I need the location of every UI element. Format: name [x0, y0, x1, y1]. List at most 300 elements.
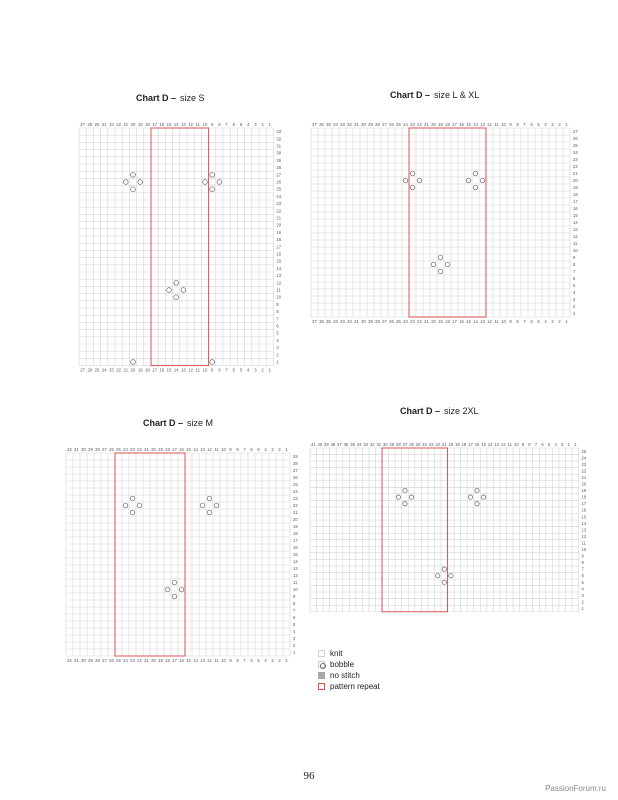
row-number: 27 [573, 129, 578, 134]
chart-size-label: size L & XL [434, 90, 480, 100]
column-number: 6 [232, 122, 235, 127]
column-number: 6 [250, 658, 253, 663]
column-number: 17 [452, 122, 457, 127]
column-number: 10 [501, 122, 506, 127]
row-number: 6 [293, 615, 296, 620]
grid-lines [310, 448, 579, 612]
column-number: 22 [137, 658, 142, 663]
knitting-chart-l-xl [307, 118, 579, 330]
column-number: 33 [340, 122, 345, 127]
column-number: 26 [389, 319, 394, 324]
column-number: 11 [195, 122, 200, 127]
row-number: 15 [581, 514, 587, 520]
column-number: 23 [109, 122, 114, 127]
column-number: 3 [551, 122, 554, 127]
column-number: 28 [375, 122, 380, 127]
column-number: 31 [354, 319, 359, 324]
row-number: 25 [276, 186, 282, 192]
row-number: 14 [581, 520, 587, 526]
column-number: 3 [254, 122, 257, 127]
column-number: 41 [310, 442, 316, 447]
legend-item-knit [318, 648, 380, 659]
column-number: 29 [88, 658, 93, 663]
row-number: 11 [293, 580, 298, 585]
row-number: 13 [276, 273, 282, 279]
bobble-mark [181, 288, 186, 293]
row-number: 1 [573, 311, 576, 316]
row-number: 19 [293, 524, 298, 529]
column-number: 11 [494, 319, 499, 324]
row-number: 21 [293, 510, 298, 515]
column-number: 1 [565, 122, 568, 127]
column-number: 11 [494, 122, 499, 127]
row-number: 13 [581, 527, 587, 533]
column-number: 23 [410, 122, 415, 127]
column-number: 9 [211, 367, 214, 373]
column-number: 34 [356, 442, 362, 447]
bobble-mark [217, 180, 222, 185]
row-number: 4 [276, 337, 279, 343]
column-number: 27 [382, 319, 387, 324]
row-numbers [573, 129, 578, 316]
column-number: 26 [109, 658, 114, 663]
column-number: 30 [382, 442, 388, 447]
column-number: 19 [158, 658, 163, 663]
row-number: 14 [573, 220, 578, 225]
row-number: 23 [276, 201, 282, 207]
row-number: 1 [276, 359, 279, 365]
knit-swatch-icon [318, 650, 325, 657]
column-number: 14 [473, 122, 478, 127]
row-number: 2 [573, 304, 576, 309]
row-number: 9 [293, 594, 296, 599]
column-number: 30 [361, 319, 366, 324]
column-number: 4 [264, 658, 267, 663]
column-number: 32 [67, 447, 72, 452]
row-number: 8 [276, 309, 279, 315]
column-number: 8 [218, 367, 221, 373]
chart-legend [318, 648, 380, 692]
column-number: 27 [382, 122, 387, 127]
column-number: 8 [516, 122, 519, 127]
column-number: 35 [326, 319, 331, 324]
column-number: 18 [165, 447, 170, 452]
row-number: 18 [293, 531, 298, 536]
row-number: 19 [573, 185, 578, 190]
column-numbers [80, 122, 271, 373]
column-number: 28 [95, 447, 100, 452]
column-number: 9 [229, 658, 232, 663]
grid-lines [66, 453, 290, 656]
row-number: 19 [581, 488, 587, 494]
bobble-mark [410, 171, 415, 176]
row-numbers [582, 449, 587, 611]
column-number: 5 [257, 658, 260, 663]
column-number: 34 [333, 319, 338, 324]
column-number: 23 [410, 319, 415, 324]
row-number: 23 [293, 496, 298, 501]
bobble-mark [214, 503, 219, 508]
bobble-mark [131, 360, 136, 365]
row-number: 16 [573, 206, 578, 211]
column-number: 11 [507, 442, 512, 447]
column-number: 31 [376, 442, 382, 447]
knitting-chart-s [75, 118, 287, 372]
bobble-mark [130, 496, 135, 501]
row-number: 24 [573, 150, 578, 155]
column-number: 36 [319, 122, 324, 127]
bobble-mark [431, 262, 436, 267]
chart-title-s [136, 93, 205, 103]
row-number: 21 [581, 474, 587, 480]
column-number: 13 [480, 319, 485, 324]
column-number: 11 [195, 367, 200, 373]
bobble-mark [438, 255, 443, 260]
row-number: 22 [581, 468, 587, 474]
column-number: 25 [116, 658, 121, 663]
column-number: 38 [330, 442, 336, 447]
column-number: 32 [369, 442, 375, 447]
grid-lines [311, 128, 570, 317]
row-number: 20 [293, 517, 298, 522]
chart-title-2xl [400, 406, 479, 416]
row-number: 7 [581, 566, 584, 572]
watermark: PassionForum.ru [545, 784, 606, 793]
row-number: 10 [293, 587, 298, 592]
column-number: 28 [375, 319, 380, 324]
column-number: 1 [285, 658, 288, 663]
row-number: 13 [573, 227, 578, 232]
column-number: 14 [193, 658, 198, 663]
bobble-mark [445, 262, 450, 267]
row-number: 16 [581, 507, 587, 513]
column-number: 25 [94, 367, 100, 373]
column-number: 21 [441, 442, 447, 447]
column-number: 22 [417, 122, 422, 127]
column-number: 21 [144, 447, 149, 452]
column-number: 27 [402, 442, 408, 447]
row-number: 9 [573, 255, 576, 260]
legend-label: pattern repeat [330, 682, 380, 691]
row-number: 12 [573, 234, 578, 239]
column-number: 26 [87, 122, 93, 127]
column-number: 29 [389, 442, 395, 447]
column-number: 30 [81, 447, 86, 452]
column-number: 9 [521, 442, 525, 447]
column-number: 3 [271, 447, 274, 452]
bobble-mark [138, 180, 143, 185]
chart-size-label: size S [180, 93, 205, 103]
bobble-mark [210, 172, 215, 177]
row-number: 12 [581, 533, 587, 539]
row-number: 17 [573, 199, 578, 204]
column-number: 17 [452, 319, 457, 324]
row-number: 8 [573, 262, 576, 267]
column-number: 5 [547, 442, 551, 447]
column-number: 37 [312, 122, 317, 127]
row-number: 2 [581, 599, 584, 605]
row-number: 27 [293, 468, 298, 473]
column-number: 25 [415, 442, 421, 447]
column-number: 13 [494, 442, 500, 447]
row-number: 20 [581, 481, 587, 487]
column-number: 35 [350, 442, 355, 447]
knitting-chart-2xl [306, 438, 586, 624]
column-number: 10 [202, 367, 208, 373]
row-number: 23 [573, 157, 578, 162]
column-number: 18 [445, 319, 450, 324]
legend-item-pattern-repeat [318, 681, 380, 692]
row-number: 18 [276, 237, 282, 243]
bobble-mark [174, 280, 179, 285]
row-number: 28 [276, 165, 282, 171]
row-number: 1 [293, 650, 296, 655]
column-number: 2 [558, 122, 561, 127]
column-number: 27 [102, 658, 107, 663]
row-number: 30 [276, 150, 282, 156]
row-number: 3 [276, 345, 279, 351]
column-number: 9 [211, 122, 214, 127]
column-number: 37 [337, 442, 342, 447]
row-number: 15 [573, 213, 578, 218]
column-number: 24 [422, 442, 427, 447]
column-number: 10 [202, 122, 208, 127]
column-number: 10 [221, 447, 226, 452]
bobble-mark [417, 178, 422, 183]
row-number: 5 [581, 579, 584, 585]
row-number: 25 [293, 482, 298, 487]
row-number: 19 [276, 229, 282, 235]
column-number: 14 [173, 122, 179, 127]
column-number: 6 [530, 122, 533, 127]
row-number: 14 [293, 559, 298, 564]
bobble-mark [207, 510, 212, 515]
column-number: 19 [158, 447, 163, 452]
column-number: 5 [239, 122, 243, 127]
column-number: 33 [340, 319, 345, 324]
chart-title-m [143, 418, 213, 428]
bobble-mark [410, 185, 415, 190]
column-number: 30 [81, 658, 86, 663]
bobble-mark [123, 503, 128, 508]
row-number: 11 [276, 287, 281, 293]
legend-item-bobble [318, 659, 380, 670]
column-number: 11 [214, 447, 219, 452]
bobble-mark [130, 510, 135, 515]
column-number: 16 [179, 658, 184, 663]
row-number: 17 [581, 501, 587, 507]
column-number: 28 [396, 442, 401, 447]
bobble-mark [442, 580, 446, 584]
row-number: 8 [581, 560, 584, 566]
row-number: 20 [573, 178, 578, 183]
bobble-mark [210, 187, 215, 192]
column-number: 3 [561, 442, 564, 447]
column-number: 6 [530, 319, 533, 324]
column-number: 8 [528, 442, 531, 447]
row-number: 6 [276, 323, 279, 329]
row-number: 6 [581, 573, 584, 579]
column-number: 30 [361, 122, 366, 127]
column-number: 1 [285, 447, 288, 452]
column-number: 20 [151, 447, 156, 452]
row-number: 6 [573, 276, 576, 281]
column-number: 6 [541, 442, 544, 447]
column-number: 7 [534, 442, 538, 447]
column-number: 15 [166, 367, 172, 373]
bobble-mark [409, 495, 413, 499]
column-number: 25 [94, 122, 100, 127]
row-number: 2 [293, 643, 296, 648]
column-number: 10 [501, 319, 506, 324]
column-number: 15 [186, 447, 191, 452]
column-number: 20 [448, 442, 454, 447]
row-number: 5 [276, 330, 279, 336]
row-number: 11 [581, 540, 586, 546]
column-number: 12 [207, 658, 212, 663]
column-number: 18 [445, 122, 450, 127]
column-number: 20 [130, 122, 136, 127]
legend-label: bobble [330, 660, 355, 669]
row-number: 1 [581, 605, 584, 611]
row-number: 20 [276, 222, 282, 228]
bobble-mark [436, 574, 440, 578]
column-number: 24 [101, 367, 107, 373]
row-number: 10 [573, 248, 578, 253]
column-number: 31 [74, 658, 79, 663]
column-number: 15 [481, 442, 486, 447]
pattern-repeat-box [409, 128, 486, 317]
bobble-mark [438, 269, 443, 274]
page-number: 96 [303, 770, 315, 782]
column-number: 32 [347, 319, 352, 324]
column-number: 7 [243, 658, 246, 663]
column-number: 20 [431, 122, 436, 127]
column-number: 34 [333, 122, 338, 127]
column-number: 17 [468, 442, 473, 447]
column-number: 7 [243, 447, 246, 452]
column-numbers [311, 442, 577, 447]
row-number: 4 [293, 629, 296, 634]
column-number: 37 [312, 319, 317, 324]
row-number: 3 [573, 297, 576, 302]
column-number: 8 [236, 447, 239, 452]
bobble-mark [172, 594, 177, 599]
row-number: 8 [293, 601, 296, 606]
bobble-mark [179, 587, 184, 592]
column-number: 25 [396, 319, 401, 324]
column-number: 22 [435, 442, 441, 447]
column-number: 7 [225, 367, 228, 373]
column-number: 25 [116, 447, 121, 452]
column-number: 20 [151, 658, 156, 663]
column-number: 17 [172, 658, 177, 663]
column-number: 23 [428, 442, 434, 447]
row-number: 27 [276, 172, 282, 178]
column-number: 24 [101, 122, 107, 127]
chart-size-label: size 2XL [444, 406, 479, 416]
column-number: 31 [74, 447, 79, 452]
column-number: 4 [544, 319, 547, 324]
no-stitch-swatch-icon [318, 672, 325, 679]
column-number: 12 [188, 122, 193, 127]
row-number: 22 [293, 503, 298, 508]
column-number: 2 [558, 319, 561, 324]
row-number: 5 [293, 622, 296, 627]
column-number: 17 [152, 122, 157, 127]
column-number: 6 [232, 367, 235, 373]
bobble-mark [466, 178, 471, 183]
row-number: 12 [276, 280, 282, 286]
column-number: 18 [145, 122, 150, 127]
column-number: 8 [218, 122, 221, 127]
column-number: 32 [67, 658, 72, 663]
column-number: 8 [236, 658, 239, 663]
column-number: 24 [403, 319, 408, 324]
row-numbers [276, 129, 281, 364]
column-number: 16 [459, 319, 464, 324]
column-number: 39 [324, 442, 329, 447]
bobble-mark [403, 178, 408, 183]
row-number: 24 [276, 193, 282, 199]
column-number: 13 [200, 658, 205, 663]
row-number: 4 [573, 290, 576, 295]
column-number: 3 [254, 367, 257, 373]
column-number: 19 [137, 122, 143, 127]
column-number: 19 [438, 122, 443, 127]
chart-title-label: Chart D – [136, 93, 177, 103]
column-number: 23 [130, 658, 135, 663]
column-number: 25 [396, 122, 401, 127]
row-number: 22 [276, 208, 282, 214]
column-number: 5 [537, 319, 540, 324]
chart-size-label: size M [187, 418, 214, 428]
column-number: 16 [474, 442, 480, 447]
column-number: 22 [417, 319, 422, 324]
row-number: 21 [573, 171, 578, 176]
column-number: 26 [409, 442, 414, 447]
column-number: 4 [264, 447, 267, 452]
column-number: 23 [130, 447, 135, 452]
column-number: 17 [152, 367, 157, 373]
row-number: 25 [581, 448, 587, 454]
row-number: 24 [293, 489, 298, 494]
column-number: 18 [165, 658, 170, 663]
bobble-mark [203, 180, 208, 185]
column-number: 12 [207, 447, 212, 452]
column-number: 14 [193, 447, 198, 452]
column-number: 21 [424, 122, 429, 127]
pattern-repeat-swatch-icon [318, 683, 325, 690]
column-number: 16 [159, 367, 165, 373]
row-number: 3 [293, 636, 296, 641]
column-number: 26 [109, 447, 114, 452]
column-number: 1 [268, 367, 271, 373]
row-number: 9 [581, 553, 584, 559]
column-number: 4 [247, 367, 250, 373]
row-number: 28 [293, 461, 298, 466]
column-number: 16 [159, 122, 165, 127]
column-number: 12 [487, 319, 492, 324]
column-number: 20 [431, 319, 436, 324]
row-number: 3 [581, 592, 584, 598]
column-number: 2 [278, 447, 281, 452]
column-number: 40 [317, 442, 323, 447]
bobble-mark [165, 587, 170, 592]
column-number: 13 [181, 122, 186, 127]
column-number: 10 [221, 658, 226, 663]
row-number: 26 [276, 179, 282, 185]
